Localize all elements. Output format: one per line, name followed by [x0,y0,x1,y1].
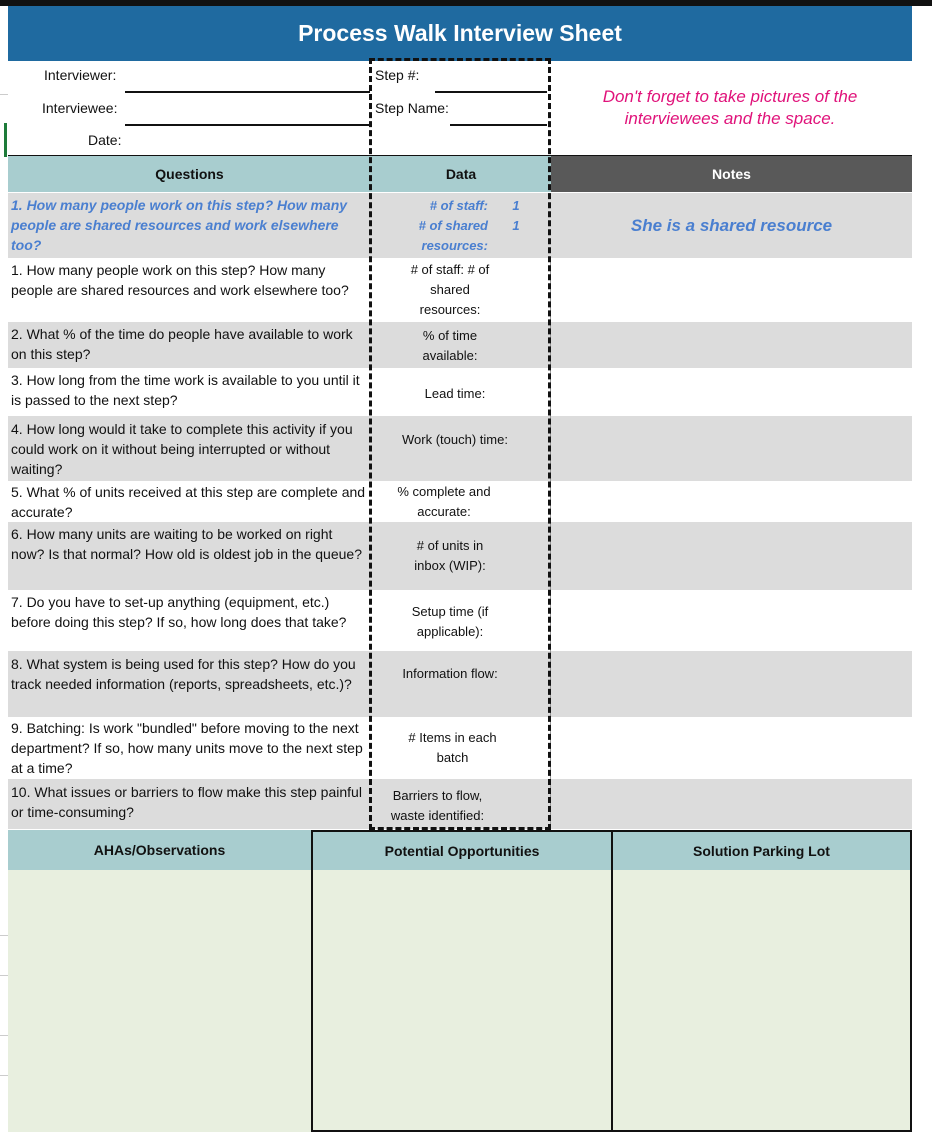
question-1: 1. How many people work on this step? How many people are shared resources and work elsewhere too? [11,262,349,298]
interviewee-label: Interviewee: [42,100,118,116]
data-2: % of time available: [422,328,478,363]
data-3: Lead time: [424,386,486,401]
interviewer-label: Interviewer: [44,67,117,83]
parking-lot-area[interactable] [611,870,912,1132]
opportunities-area[interactable] [311,870,611,1132]
data-frame-left [369,58,372,830]
example-question: 1. How many people work on this step? How many people are shared resources and work elsewhere too? [11,197,348,253]
question-8: 8. What system is being used for this step? How do you track needed information (reports, spreadsheets, etc.)? [11,656,356,692]
interviewee-field[interactable] [125,124,370,126]
data-7: Setup time (if applicable): [411,604,489,639]
row-gridline [0,1075,8,1076]
question-6: 6. How many units are waiting to be worked on right now? Is that normal? How old is oldest job in the queue? [11,526,362,562]
example-shared-label-2: resources: [421,238,488,253]
question-10: 10. What issues or barriers to flow make this step painful or time-consuming? [11,784,362,820]
example-shared-value: 1 [512,218,520,233]
question-7: 7. Do you have to set-up anything (equipment, etc.) before doing this step? If so, how long does that take? [11,594,347,630]
row-gridline [0,935,8,936]
reminder-text: Don't forget to take pictures of the interviewees and the space. [602,87,858,128]
step-number-label: Step #: [375,67,420,83]
example-note: She is a shared resource [630,216,833,235]
step-number-field[interactable] [435,91,547,93]
data-5: % complete and accurate: [397,484,491,519]
interviewer-field[interactable] [125,91,370,93]
question-2: 2. What % of the time do people have available to work on this step? [11,326,353,362]
example-shared-label: # of shared [418,218,488,233]
notes-header: Notes [551,156,912,192]
selected-cell-marker [4,123,7,157]
data-6: # of units in inbox (WIP): [414,538,486,573]
row-gridline [0,1035,8,1036]
example-staff-label: # of staff: [429,198,488,213]
row-gridline [0,94,8,95]
data-9: # Items in each batch [408,730,497,765]
step-name-field[interactable] [450,124,547,126]
data-1: # of staff: # of shared resources: [410,262,490,317]
opportunities-header: Potential Opportunities [311,830,611,870]
question-4: 4. How long would it take to complete this activity if you could work on it without being interrupted or without waiting? [11,421,353,477]
parking-lot-header: Solution Parking Lot [611,830,912,870]
example-staff-value: 1 [512,198,520,213]
row-gridline [0,975,8,976]
ahas-area[interactable] [8,870,311,1132]
questions-header: Questions [8,156,371,192]
data-frame-top [369,58,551,61]
data-frame-right [548,58,551,830]
data-8: Information flow: [402,666,498,681]
date-label: Date: [88,132,122,148]
sheet-title: Process Walk Interview Sheet [8,6,912,61]
question-3: 3. How long from the time work is available to you until it is passed to the next step? [11,372,360,408]
question-9: 9. Batching: Is work "bundled" before moving to the next department? If so, how many units move to the next step at a time? [11,720,363,776]
ahas-header: AHAs/Observations [8,830,311,870]
data-10: Barriers to flow, waste identified: [390,788,485,823]
data-4: Work (touch) time: [402,432,508,447]
step-name-label: Step Name: [375,100,449,116]
question-5: 5. What % of units received at this step are complete and accurate? [11,484,366,520]
data-header: Data [371,156,551,192]
